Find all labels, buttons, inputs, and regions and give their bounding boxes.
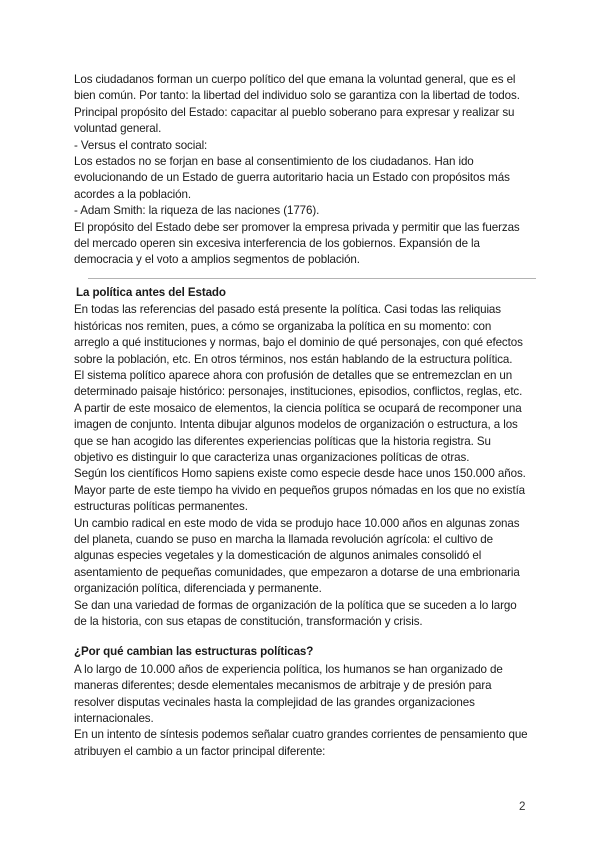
section-body [74,662,528,760]
paragraph: Se dan una variedad de formas de organización de la política que se suceden a lo largo de la historia, con sus etapas de constitución, transformación y crisis. [74,598,517,628]
page-content [74,72,528,760]
paragraph: El propósito del Estado debe ser promover la empresa privada y permitir que las fuerzas del mercado operen sin excesiva interferencia de los gobiernos. Expansión de la democracia y el voto a amplios segmentos de población. [74,220,520,267]
section-body [74,302,528,630]
paragraph: - Adam Smith: la riqueza de las naciones (1776). [74,204,320,218]
paragraph: Según los científicos Homo sapiens existe como especie desde hace unos 150.000 años. Mayor parte de este tiempo ha vivido en pequeños grupos nómadas en los que no existía estructuras políticas permanentes. [74,467,526,514]
paragraph: El sistema político aparece ahora con profusión de detalles que se entremezclan en un determinado paisaje histórico: personajes, instituciones, episodios, conflictos, reglas, etc. A partir de este mosaico de elementos, la ciencia política se ocupará de recomponer una imagen de conjunto. Intenta dibujar algunos modelos de organización o estructura, a los que se han acogido las diferentes experiencias políticas que la historia registra. Su objetivo es distinguir lo que caracteriza unas organizaciones políticas de otras. [74,368,523,464]
paragraph: A lo largo de 10.000 años de experiencia política, los humanos se han organizado de maneras diferentes; desde elementales mecanismos de arbitraje y de presión para resolver disputas vecinales hasta la complejidad de las grandes organizaciones internacionales. [74,662,503,726]
intro-block [74,72,528,269]
page-number: 2 [519,800,526,813]
section-heading: ¿Por qué cambian las estructuras políticas? [74,645,314,659]
paragraph: Un cambio radical en este modo de vida se produjo hace 10.000 años en algunas zonas del planeta, cuando se puso en marcha la llamada revolución agrícola: el cultivo de algunas especies vegetales y la domesticación de algunos animales consolidó el asentamiento de pequeñas comunidades, que empezaron a dotarse de una embrionaria organización política, diferenciada y permanente. [74,516,520,596]
paragraph: En todas las referencias del pasado está presente la política. Casi todas las reliquias históricas nos remiten, pues, a cómo se organizaba la política en su momento: con arreglo a qué instituciones y normas, bajo el dominio de qué personajes, con qué efectos sobre la población, etc. En otros términos, nos están hablando de la estructura política. [74,303,523,366]
paragraph: Los ciudadanos forman un cuerpo político del que emana la voluntad general, que es el bien común. Por tanto: la libertad del individuo solo se garantiza con la libertad de todos. Principal propósito del Estado: capacitar al pueblo soberano para expresar y realizar su voluntad general. [74,73,520,136]
paragraph: Los estados no se forjan en base al consentimiento de los ciudadanos. Han ido evolucionando de un Estado de guerra autoritario hacia un Estado con propósitos más acordes a la población. [74,155,510,201]
horizontal-divider [88,278,536,279]
paragraph: En un intento de síntesis podemos señalar cuatro grandes corrientes de pensamiento que atribuyen el cambio a un factor principal diferente: [74,728,528,758]
section-heading: La política antes del Estado [76,285,226,299]
paragraph: - Versus el contrato social: [74,138,208,152]
